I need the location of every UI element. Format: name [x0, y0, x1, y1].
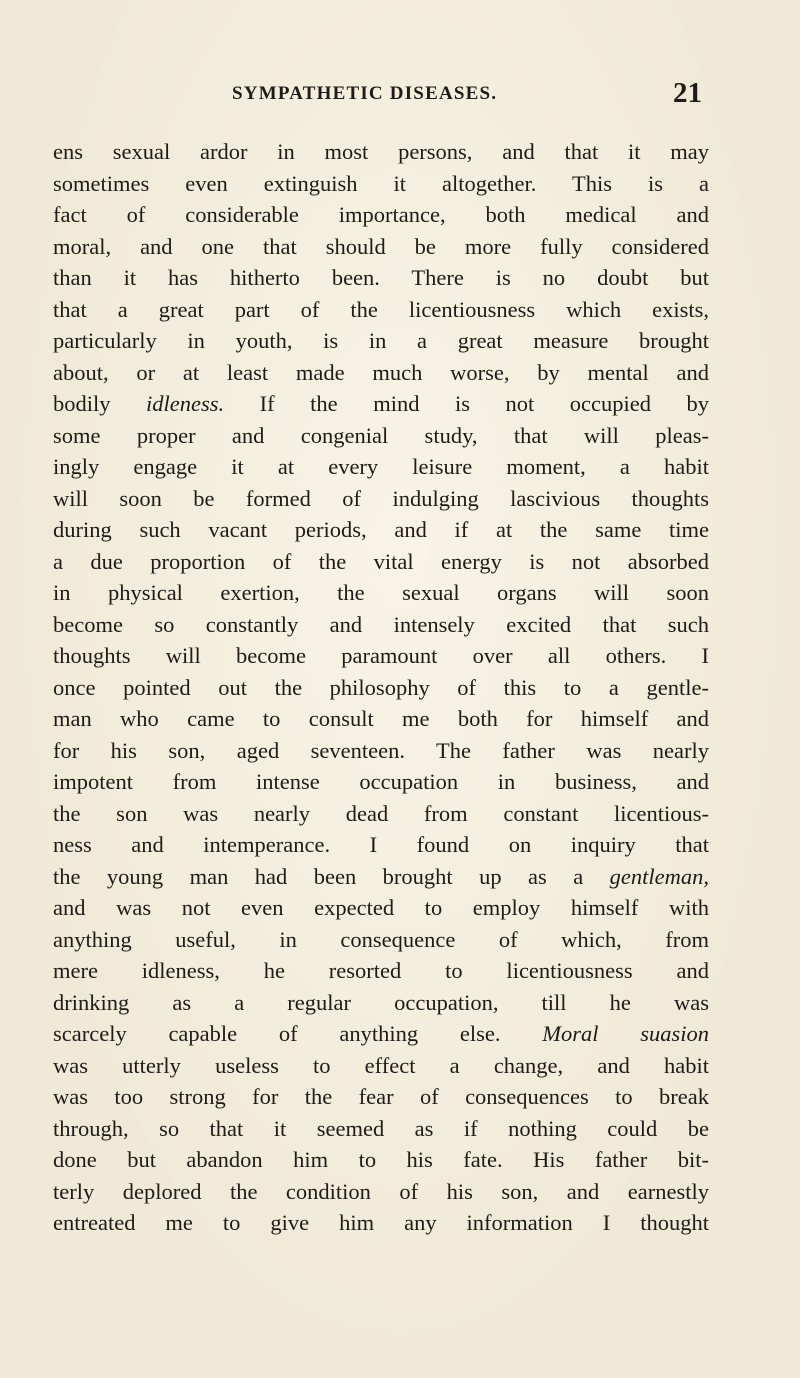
text-line: sometimes even extinguish it altogether. This is a: [53, 170, 709, 196]
text-line: moral, and one that should be more fully considered: [53, 233, 709, 259]
italic-phrase: idleness.: [146, 391, 225, 416]
italic-phrase: gentleman,: [609, 863, 709, 889]
text-line: [53, 1018, 709, 1050]
text-line: terly deplored the condition of his son, and earnestly: [53, 1178, 709, 1204]
text-line: and was not even expected to employ himself with: [53, 895, 709, 920]
text-line: impotent from intense occupation in business, and: [53, 769, 709, 794]
text-line: will soon be formed of indulging lascivious thoughts: [53, 485, 709, 511]
text-line: man who came to consult me both for himself and: [53, 706, 709, 731]
text-line: for his son, aged seventeen. The father was nearly: [53, 737, 709, 763]
text-line: [53, 861, 709, 893]
text-line: done but abandon him to his fate. His father bit-: [53, 1147, 709, 1172]
text-line: in physical exertion, the sexual organs will soon: [53, 580, 709, 605]
page-number: 21: [673, 77, 702, 109]
text-segment: bodily: [53, 391, 147, 416]
running-head: [232, 77, 702, 117]
text-line: the son was nearly dead from constant licentious-: [53, 800, 709, 826]
text-line: particularly in youth, is in a great measure brought: [53, 328, 709, 353]
text-line: once pointed out the philosophy of this to a gentle-: [53, 674, 709, 700]
text-line: ingly engage it at every leisure moment, a habit: [53, 454, 709, 479]
text-line: about, or at least made much worse, by mental and: [53, 359, 709, 385]
text-line: during such vacant periods, and if at the same time: [53, 517, 709, 542]
text-line: become so constantly and intensely excited that such: [53, 611, 709, 637]
text-line: anything useful, in consequence of which, from: [53, 926, 709, 952]
text-line: fact of considerable importance, both medical and: [53, 202, 709, 227]
text-line: than it has hitherto been. There is no doubt but: [53, 265, 709, 290]
text-line: that a great part of the licentiousness which exists,: [53, 296, 709, 322]
text-line: mere idleness, he resorted to licentiousness and: [53, 958, 709, 983]
text-segment: scarcely capable of anything else.: [53, 1021, 543, 1046]
text-line: a due proportion of the vital energy is not absorbed: [53, 548, 709, 574]
text-line: entreated me to give him any information I thought: [53, 1210, 709, 1235]
text-segment: the young man had been brought up as a: [53, 863, 610, 889]
text-line: was utterly useless to effect a change, and habit: [53, 1052, 709, 1078]
text-line: [53, 388, 709, 420]
text-line: through, so that it seemed as if nothing could be: [53, 1115, 709, 1141]
body-text: [53, 136, 709, 1239]
italic-phrase: Moral suasion: [542, 1021, 709, 1046]
text-line: was too strong for the fear of consequences to break: [53, 1084, 709, 1109]
chapter-title: SYMPATHETIC DISEASES.: [232, 83, 498, 104]
text-line: drinking as a regular occupation, till he was: [53, 989, 709, 1015]
text-segment: If the mind is not occupied by: [224, 391, 709, 416]
text-line: some proper and congenial study, that will pleas-: [53, 422, 709, 448]
text-line: ness and intemperance. I found on inquiry that: [53, 832, 709, 857]
text-line: ens sexual ardor in most persons, and that it may: [53, 139, 709, 164]
text-line: thoughts will become paramount over all others. I: [53, 643, 709, 668]
